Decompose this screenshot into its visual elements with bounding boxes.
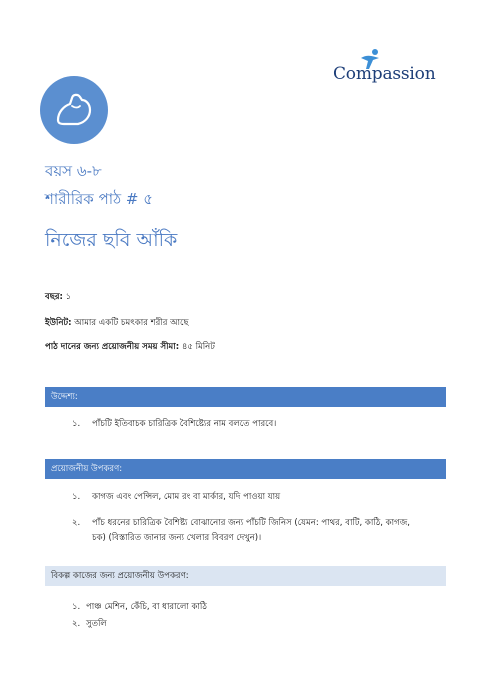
time-label: পাঠ দানের জন্য প্রয়োজনীয় সময় সীমা: xyxy=(45,342,180,352)
unit-value: আমার একটি চমৎকার শরীর আছে xyxy=(74,318,189,328)
flexed-arm-icon xyxy=(40,76,108,144)
age-heading: বয়স ৬-৮ xyxy=(45,162,102,180)
unit-label: ইউনিট: xyxy=(45,318,72,328)
materials-item-text: কাগজ এবং পেন্সিল, মোম রং বা মার্কার, যদি পাওয়া যায় xyxy=(92,492,281,502)
objective-item xyxy=(72,417,452,433)
year-value: ১ xyxy=(65,292,72,302)
alternative-item-text: পাঞ্চ মেশিন, কেঁচি, বা ধারালো কাঠি xyxy=(86,602,207,612)
alternative-item-number: ২. xyxy=(72,619,81,629)
materials-item-number: ১. xyxy=(72,492,81,502)
meta-unit xyxy=(45,316,189,330)
lesson-heading: শারীরিক পাঠ # ৫ xyxy=(45,190,153,208)
alternative-item xyxy=(72,600,452,616)
alternative-item-text: সুতলি xyxy=(86,619,107,629)
materials-item-text: পাঁচ ধরনের চারিত্রিক বৈশিষ্ট্য বোঝানোর জন্য পাঁচটি জিনিস (যেমন: পাথর, বাটি, কাঠি, কাগজ, চক) (বিস্তারিত জানার জন্য খেলার বিবরণ দেখুন)। xyxy=(92,518,410,543)
time-value: ৪৫ মিনিট xyxy=(181,342,215,352)
flexed-arm-badge xyxy=(40,76,108,144)
activity-title: নিজের ছবি আঁকি xyxy=(45,229,178,251)
alternative-item xyxy=(72,617,452,633)
year-label: বছর: xyxy=(45,292,63,302)
compassion-logo xyxy=(333,48,443,90)
meta-time xyxy=(45,340,215,354)
objective-item-number: ১. xyxy=(72,419,81,429)
materials-item xyxy=(72,516,452,552)
objective-heading-bar: উদ্দেশ্য: xyxy=(45,387,446,407)
materials-item xyxy=(72,490,452,506)
materials-heading-bar: প্রয়োজনীয় উপকরণ: xyxy=(45,459,446,479)
objective-item-text: পাঁচটি ইতিবাচক চারিত্রিক বৈশিষ্ট্যের নাম বলতে পারবে। xyxy=(92,419,277,429)
materials-item-number: ২. xyxy=(72,518,81,528)
compassion-wordmark: Compassion xyxy=(333,64,436,84)
meta-year xyxy=(45,290,71,304)
alternative-item-number: ১. xyxy=(72,602,81,612)
alternative-heading-bar: বিকল্প কাজের জন্য প্রয়োজনীয় উপকরণ: xyxy=(45,566,446,586)
